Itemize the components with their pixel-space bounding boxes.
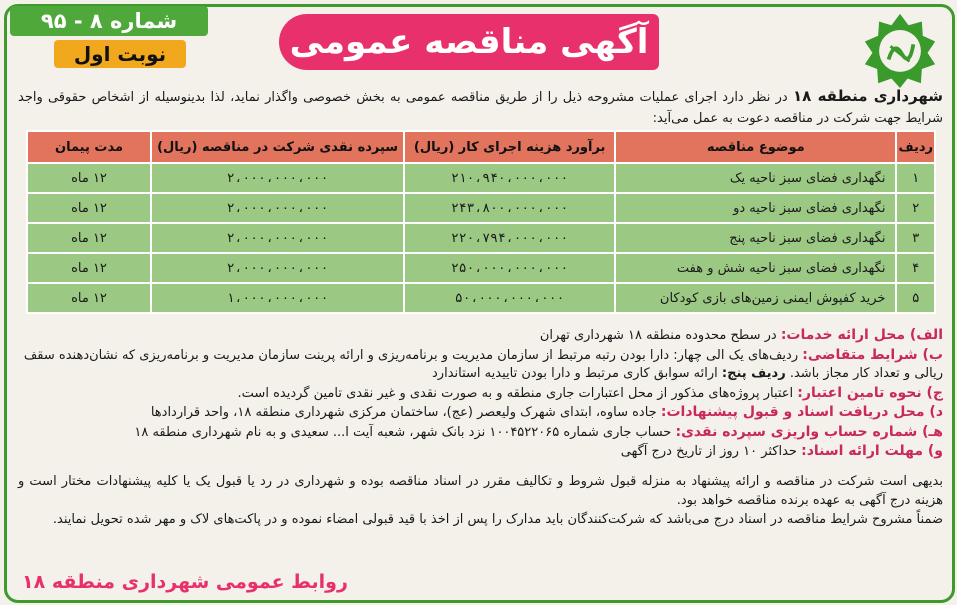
funding-method: [18, 384, 943, 404]
row-number: ۱: [896, 163, 935, 193]
col-header-duration: مدت پیمان: [27, 131, 151, 163]
publication-round: نوبت اول: [54, 40, 186, 68]
cash-deposit: ۲،۰۰۰،۰۰۰،۰۰۰: [151, 223, 404, 253]
organization-name: شهرداری منطقه ۱۸: [792, 87, 943, 105]
section-label: ب) شرایط متقاضی:: [802, 346, 943, 363]
public-relations-signature: روابط عمومی شهرداری منطقه ۱۸: [22, 571, 348, 593]
row-number: ۲: [896, 193, 935, 223]
deposit-account: [18, 423, 943, 443]
section-label: هـ) شماره حساب واریزی سپرده نقدی:: [675, 423, 943, 440]
cost-estimate: ۲۱۰،۹۴۰،۰۰۰،۰۰۰: [404, 163, 615, 193]
contract-duration: ۱۲ ماه: [27, 193, 151, 223]
section-text: ارائه سوابق کاری مرتبط و دارا بودن تاییدیه استاندارد: [432, 366, 718, 381]
tender-subject: نگهداری فضای سبز ناحیه دو: [615, 193, 896, 223]
section-label: و) مهلت ارائه اسناد:: [801, 443, 943, 459]
contract-duration: ۱۲ ماه: [27, 253, 151, 283]
tender-subject: نگهداری فضای سبز ناحیه شش و هفت: [615, 253, 896, 283]
contract-duration: ۱۲ ماه: [27, 223, 151, 253]
table-row: [27, 163, 935, 193]
footer-paragraph: بدیهی است شرکت در مناقصه و ارائه پیشنهاد به منزله قبول شروط و تکالیف مقرر در اسناد مناقصه بوده و شهرداری در رد یا قبول یک یا کلیه پیشنهادات مختار است و هزینه درج آگهی به عهده برنده مناقصه خواهد بود.: [18, 474, 943, 508]
intro-paragraph: [18, 86, 943, 129]
section-label: الف) محل ارائه خدمات:: [780, 327, 943, 343]
section-text: اعتبار پروژه‌های مذکور از محل اعتبارات جاری منطقه و به صورت نقدی و غیر نقدی تامین گردیده است.: [237, 385, 794, 401]
cash-deposit: ۱،۰۰۰،۰۰۰،۰۰۰: [151, 283, 404, 313]
section-text: حساب جاری شماره ۱۰۰۴۵۲۲۰۶۵ نزد بانک شهر، شعبه آیت ا... سعیدی و به نام شهرداری منطقه ۱۸: [134, 424, 672, 440]
contract-duration: ۱۲ ماه: [27, 283, 151, 313]
col-header-estimate: برآورد هزینه اجرای کار (ریال): [404, 131, 615, 163]
submission-deadline: [18, 442, 943, 462]
footer-notes: [18, 472, 943, 529]
contract-duration: ۱۲ ماه: [27, 163, 151, 193]
table-row: [27, 283, 935, 313]
intro-text: در نظر دارد اجرای عملیات مشروحه ذیل را از طریق مناقصه عمومی به بخش خصوصی واگذار نماید، لذا بدینوسیله از اشخاص حقوقی واجد شرایط جهت شرکت در مناقصه دعوت به عمل می‌آید:: [18, 90, 943, 126]
tender-subject: نگهداری فضای سبز ناحیه یک: [615, 163, 896, 193]
document-pickup-location: [18, 403, 943, 423]
table-row: [27, 253, 935, 283]
section-text: در سطح محدوده منطقه ۱۸ شهرداری تهران: [539, 328, 777, 343]
row-five-label: ردیف پنج:: [721, 366, 786, 381]
applicant-conditions: [18, 346, 943, 384]
cost-estimate: ۲۲۰،۷۹۴،۰۰۰،۰۰۰: [404, 223, 615, 253]
section-text: حداکثر ۱۰ روز از تاریخ درج آگهی: [620, 444, 797, 459]
cost-estimate: ۵۰،۰۰۰،۰۰۰،۰۰۰: [404, 283, 615, 313]
col-header-row-number: ردیف: [896, 131, 935, 163]
tender-table: [26, 130, 936, 314]
section-label: ج) نحوه تامین اعتبار:: [797, 384, 943, 401]
row-number: ۳: [896, 223, 935, 253]
tender-subject: نگهداری فضای سبز ناحیه پنج: [615, 223, 896, 253]
tender-subject: خرید کفپوش ایمنی زمین‌های بازی کودکان: [615, 283, 896, 313]
cash-deposit: ۲،۰۰۰،۰۰۰،۰۰۰: [151, 253, 404, 283]
footer-paragraph: ضمناً مشروح شرایط مناقصه در اسناد درج می‌باشد که شرکت‌کنندگان باید مدارک را پس از اخذ با قید قبولی امضاء نموده و در پاکت‌های لاک و مهر شده تحویل نمایند.: [52, 512, 943, 527]
row-number: ۵: [896, 283, 935, 313]
table-row: [27, 223, 935, 253]
cash-deposit: ۲،۰۰۰،۰۰۰،۰۰۰: [151, 193, 404, 223]
issue-number: شماره ۸ - ۹۵: [10, 6, 208, 36]
notice-title: آگهی مناقصه عمومی: [279, 14, 659, 70]
cash-deposit: ۲،۰۰۰،۰۰۰،۰۰۰: [151, 163, 404, 193]
table-header-row: [27, 131, 935, 163]
cost-estimate: ۲۴۳،۸۰۰،۰۰۰،۰۰۰: [404, 193, 615, 223]
col-header-subject: موضوع مناقصه: [615, 131, 896, 163]
col-header-deposit: سپرده نقدی شرکت در مناقصه (ریال): [151, 131, 404, 163]
municipality-logo-icon: [861, 12, 939, 88]
row-number: ۴: [896, 253, 935, 283]
table-row: [27, 193, 935, 223]
cost-estimate: ۲۵۰،۰۰۰،۰۰۰،۰۰۰: [404, 253, 615, 283]
section-text: جاده ساوه، ابتدای شهرک ولیعصر (عج)، ساختمان مرکزی شهرداری منطقه ۱۸، واحد قراردادها: [150, 405, 657, 420]
section-label: د) محل دریافت اسناد و قبول پیشنهادات:: [660, 404, 943, 420]
conditions-section: [18, 326, 943, 462]
service-location: [18, 326, 943, 346]
section-text: ردیف‌های یک الی چهار: دارا بودن رتبه مرتبط از سازمان مدیریت و برنامه‌ریزی و ارائه پرینت سازمان مدیریت و برنامه‌ریزی که نشان‌دهنده سقف ریالی و تعداد کار مجاز باشد.: [23, 347, 943, 381]
